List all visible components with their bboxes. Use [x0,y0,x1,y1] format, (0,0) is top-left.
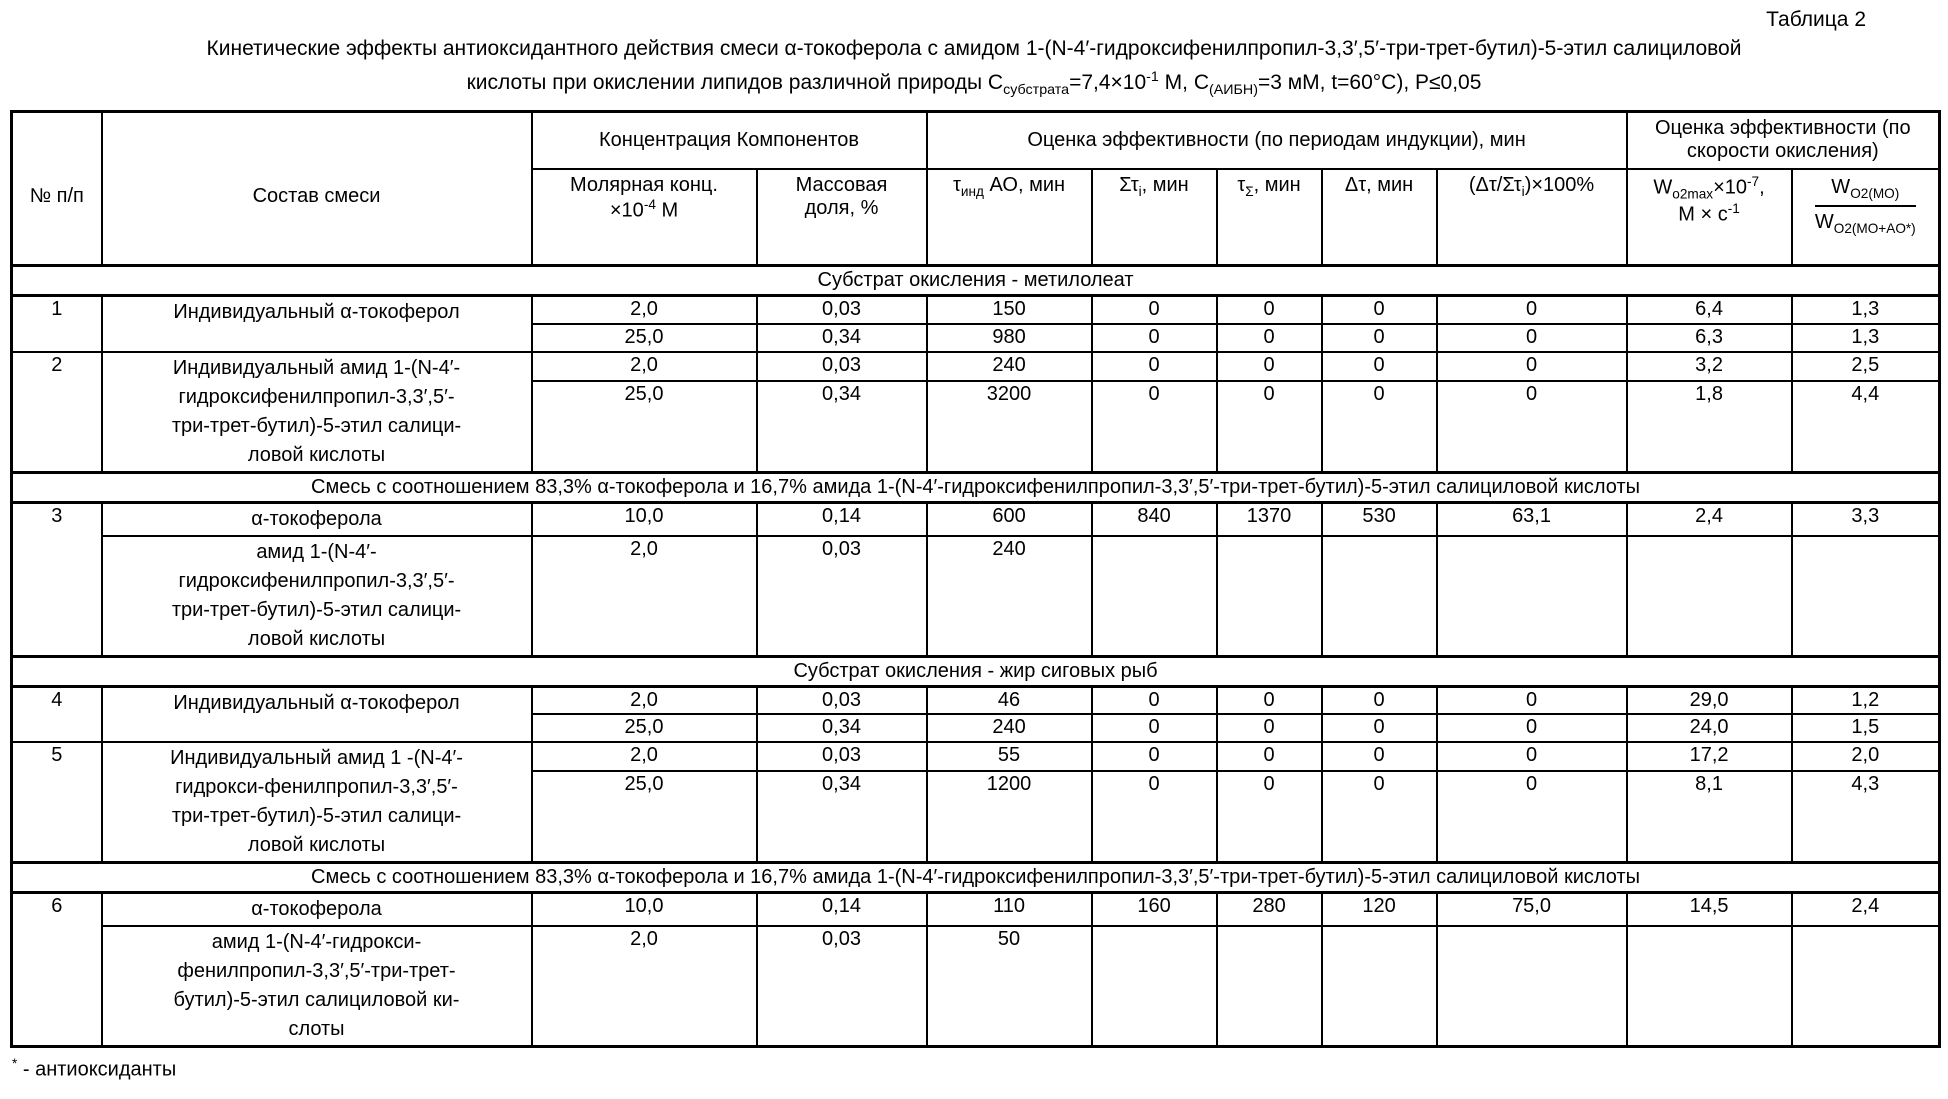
table-cell: 2,0 [532,686,757,714]
text-part: W [1653,176,1673,199]
mixture-divider-row [12,863,1940,893]
table-cell: 0 [1437,296,1627,324]
mixture-divider: Смесь с соотношением 83,3% α-токоферола и 16,7% амида 1-(N-4′-гидроксифенилпропил-3,3′,5′-три-трет-бутил)-5-этил салициловой кислоты [12,863,1940,893]
text-part: Массовая [795,173,888,196]
footnote [10,1056,1938,1082]
text-part: кислоты при окислении липидов различной природы C [466,71,1004,94]
subscript-part: Σ [1245,183,1254,199]
table-cell: 0,34 [757,714,927,742]
subscript-part: O2(MO+AO*) [1833,220,1916,236]
table-cell: 0 [1437,686,1627,714]
table-cell: 0 [1217,714,1322,742]
subscript-part: о2max [1672,186,1714,202]
table-cell: 0 [1437,714,1627,742]
table-cell: 1,8 [1627,381,1792,472]
row-number-cell: 6 [12,893,102,1047]
section-band-row [12,266,1940,296]
composition-cell: амид 1-(N-4′-гидрокси- фенилпропил-3,3′,5′-три-трет- бутил)-5-этил салициловой ки- слоты [102,926,532,1047]
mixture-divider-row [12,472,1940,502]
table-cell: 1,5 [1792,714,1940,742]
col-header-composition: Состав смеси [102,112,532,266]
table-cell: 1200 [927,771,1092,862]
table-cell [1092,536,1217,657]
table-cell: 0 [1092,742,1217,771]
table-cell: 120 [1322,893,1437,927]
table-cell: 0,14 [757,893,927,927]
table-cell: 2,4 [1792,893,1940,927]
text-part: W [1814,210,1834,233]
col-header-sum-tau [1092,169,1217,266]
text-part: М [655,199,679,222]
text-part: , мин [1253,173,1301,196]
table-row [12,352,1940,381]
col-header-tau-induction [927,169,1092,266]
subscript-part: i [1138,183,1142,199]
table-row [12,686,1940,714]
table-cell: 0 [1092,324,1217,352]
fraction-numerator [1815,176,1916,207]
composition-cell: амид 1-(N-4′- гидроксифенилпропил-3,3′,5′- три-трет-бутил)-5-этил салици- ловой кислоты [102,536,532,657]
table-cell: 0,03 [757,926,927,1047]
table-number-label: Таблица 2 [1766,8,1866,31]
table-cell: 600 [927,502,1092,536]
col-header-w-ratio [1792,169,1940,266]
section-band-row [12,656,1940,686]
table-cell: 0,03 [757,742,927,771]
table-cell: 24,0 [1627,714,1792,742]
text-part: М × с [1678,204,1728,226]
row-number-cell: 4 [12,686,102,742]
subscript-part: инд [960,183,984,199]
mixture-divider: Смесь с соотношением 83,3% α-токоферола и 16,7% амида 1-(N-4′-гидроксифенилпропил-3,3′,5′-три-трет-бутил)-5-этил салициловой кислоты [12,472,1940,502]
table-cell: 1370 [1217,502,1322,536]
table-cell: 0 [1437,324,1627,352]
table-cell: 75,0 [1437,893,1627,927]
col-group-concentration: Концентрация Компонентов [532,112,927,169]
text-part: τ [1237,173,1246,196]
text-part: W [1831,175,1851,198]
composition-cell: α-токоферола [102,893,532,927]
subscript-part: i [1521,183,1525,199]
table-cell: 0 [1437,742,1627,771]
table-cell: 0 [1217,324,1322,352]
table-cell: 0 [1217,742,1322,771]
text-part: )×100% [1524,173,1595,196]
superscript-part: -7 [1747,173,1760,189]
table-cell: 0 [1322,296,1437,324]
table-cell: 17,2 [1627,742,1792,771]
row-number-cell: 1 [12,296,102,352]
table-cell: 3200 [927,381,1092,472]
table-cell: 2,0 [532,296,757,324]
table-row [12,536,1940,657]
col-header-ratio-percent [1437,169,1627,266]
table-cell: 0 [1437,771,1627,862]
table-cell: 0 [1322,714,1437,742]
col-header-mass-fraction [757,169,927,266]
text-part: АО, мин [983,173,1066,196]
superscript-part: -1 [1146,69,1159,85]
text-part: =7,4×10 [1069,71,1147,94]
table-cell: 4,3 [1792,771,1940,862]
subscript-part: субстрата [1003,82,1070,99]
col-header-delta-tau: Δτ, мин [1322,169,1437,266]
table-cell: 10,0 [532,893,757,927]
table-cell [1092,926,1217,1047]
table-cell: 0 [1437,352,1627,381]
table-cell [1437,536,1627,657]
col-header-molar-concentration [532,169,757,266]
fraction-denominator [1815,207,1916,236]
table-cell: 2,0 [532,536,757,657]
table-cell: 0,34 [757,771,927,862]
section-band-fish-oil: Субстрат окисления - жир сиговых рыб [12,656,1940,686]
row-number-cell: 5 [12,742,102,863]
table-cell: 63,1 [1437,502,1627,536]
table-cell: 0 [1092,296,1217,324]
table-cell: 2,0 [532,352,757,381]
table-cell: 4,4 [1792,381,1940,472]
table-cell: 0,14 [757,502,927,536]
table-cell: 25,0 [532,771,757,862]
composition-cell: Индивидуальный α-токоферол [102,686,532,742]
kinetics-table [10,110,1941,1048]
table-cell: 840 [1092,502,1217,536]
table-cell: 240 [927,536,1092,657]
table-cell: 110 [927,893,1092,927]
table-cell: 2,5 [1792,352,1940,381]
table-cell: 240 [927,714,1092,742]
table-cell: 0 [1322,381,1437,472]
composition-cell: Индивидуальный α-токоферол [102,296,532,352]
table-cell [1627,926,1792,1047]
table-cell: 0 [1092,686,1217,714]
table-cell [1217,536,1322,657]
table-cell: 0 [1092,714,1217,742]
table-cell: 150 [927,296,1092,324]
table-cell [1217,926,1322,1047]
table-row [12,926,1940,1047]
text-part: τ [952,173,961,196]
table-cell: 25,0 [532,714,757,742]
header-row-groups [12,112,1940,169]
superscript-part: -4 [643,196,656,212]
table-cell: 0,34 [757,324,927,352]
composition-cell: Индивидуальный амид 1-(N-4′- гидроксифенилпропил-3,3′,5′- три-трет-бутил)-5-этил салици- ловой кислоты [102,352,532,473]
table-cell: 1,2 [1792,686,1940,714]
table-cell: 2,0 [532,926,757,1047]
table-cell: 0 [1217,296,1322,324]
table-cell: 0,03 [757,296,927,324]
composition-cell: Индивидуальный амид 1 -(N-4′- гидрокси-фенилпропил-3,3′,5′- три-трет-бутил)-5-этил салици- ловой кислоты [102,742,532,863]
table-cell: 0 [1437,381,1627,472]
table-cell: 55 [927,742,1092,771]
row-number-cell: 2 [12,352,102,473]
table-cell: 0 [1092,381,1217,472]
table-cell: 240 [927,352,1092,381]
text-part: М, С [1158,71,1210,94]
table-cell: 50 [927,926,1092,1047]
row-number-cell: 3 [12,502,102,656]
table-cell [1322,926,1437,1047]
text-part: , [1759,176,1765,199]
subscript-part: O2(MO) [1850,185,1900,201]
table-cell [1792,926,1940,1047]
text-part: Молярная конц. [570,173,718,196]
superscript-part: -1 [1727,201,1740,217]
table-cell: 6,3 [1627,324,1792,352]
table-cell: 0,03 [757,686,927,714]
text-part: , мин [1141,173,1189,196]
table-cell: 3,3 [1792,502,1940,536]
table-cell [1792,536,1940,657]
table-cell: 14,5 [1627,893,1792,927]
table-cell: 0 [1092,771,1217,862]
table-cell: 2,4 [1627,502,1792,536]
col-header-w-max [1627,169,1792,266]
table-row [12,502,1940,536]
text-part: ×10 [609,199,644,222]
text-part: ×10 [1713,176,1748,199]
text-part: доля, % [804,196,879,219]
table-cell: 0 [1322,352,1437,381]
table-cell: 29,0 [1627,686,1792,714]
table-row [12,742,1940,771]
table-row [12,893,1940,927]
col-group-induction: Оценка эффективности (по периодам индукции), мин [927,112,1627,169]
table-cell: 980 [927,324,1092,352]
col-header-tau-sigma [1217,169,1322,266]
table-title-line1: Кинетические эффекты антиоксидантного действия смеси α-токоферола с амидом 1-(N-4′-гидроксифенилпропил-3,3′,5′-три-трет-бутил)-5-этил салициловой [206,37,1742,60]
col-header-num: № п/п [12,112,102,266]
table-cell: 0 [1322,324,1437,352]
composition-cell: α-токоферола [102,502,532,536]
table-cell [1322,536,1437,657]
table-row [12,296,1940,324]
table-cell: 10,0 [532,502,757,536]
table-cell: 0 [1217,686,1322,714]
section-band-methyl-oleate: Субстрат окисления - метилолеат [12,266,1940,296]
subscript-part: (АИБН) [1209,82,1258,99]
table-cell: 0 [1092,352,1217,381]
text-part: =3 мМ, t=60°C), P≤0,05 [1257,71,1482,94]
table-cell: 25,0 [532,381,757,472]
table-cell: 0,34 [757,381,927,472]
table-cell: 0 [1217,352,1322,381]
table-cell: 0 [1322,771,1437,862]
footnote-asterisk: * [12,1056,18,1072]
table-cell: 1,3 [1792,296,1940,324]
table-cell: 46 [927,686,1092,714]
table-cell: 0,03 [757,352,927,381]
table-cell: 0 [1322,742,1437,771]
table-cell: 0 [1217,381,1322,472]
table-title-line2 [10,63,1938,105]
w-ratio-fraction [1815,176,1916,236]
table-cell: 8,1 [1627,771,1792,862]
table-cell [1627,536,1792,657]
text-part: (Δτ/Στ [1468,173,1522,196]
table-cell: 25,0 [532,324,757,352]
table-cell: 1,3 [1792,324,1940,352]
table-cell: 0 [1322,686,1437,714]
table-cell: 0 [1217,771,1322,862]
table-cell: 6,4 [1627,296,1792,324]
table-cell: 2,0 [532,742,757,771]
table-cell: 0,03 [757,536,927,657]
table-cell: 280 [1217,893,1322,927]
col-group-rate: Оценка эффективности (по скорости окисления) [1627,112,1940,169]
footnote-text: - антиоксиданты [17,1058,177,1081]
table-cell [1437,926,1627,1047]
table-cell: 160 [1092,893,1217,927]
table-cell: 530 [1322,502,1437,536]
table-cell: 3,2 [1627,352,1792,381]
table-cell: 2,0 [1792,742,1940,771]
text-part: Στ [1119,173,1139,196]
